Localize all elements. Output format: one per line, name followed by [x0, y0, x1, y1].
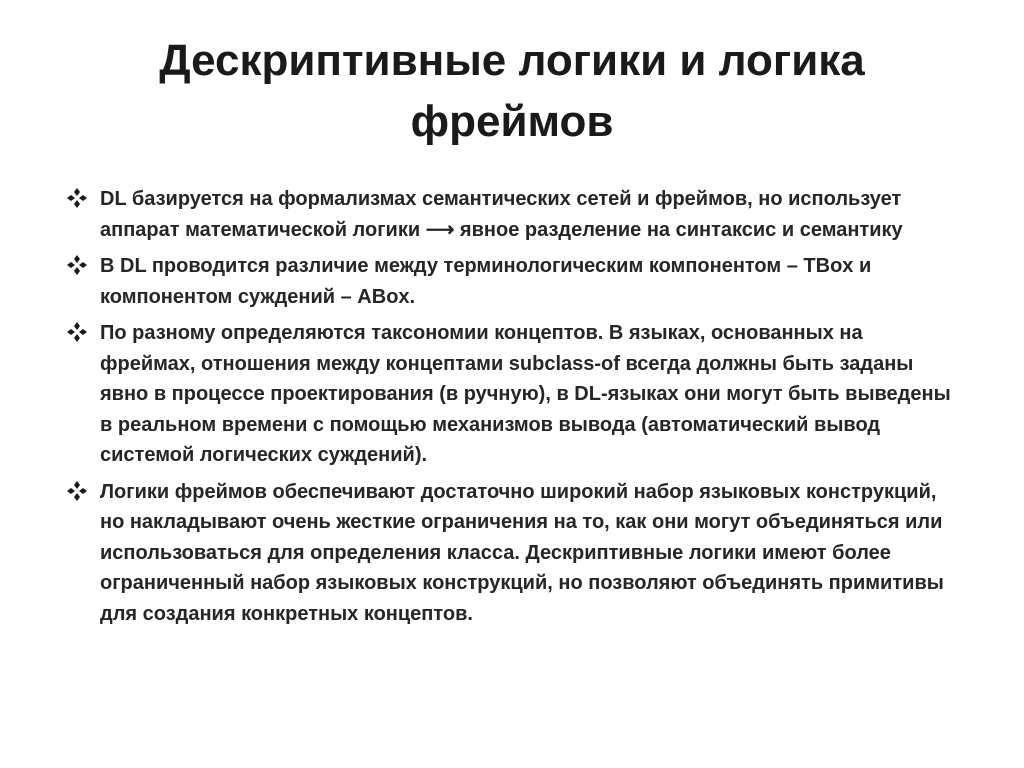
bullet-text: В DL проводится различие между терминологическим компонентом – TBox и компонентом суждений – ABox. — [100, 255, 872, 308]
bullet-item — [60, 477, 960, 630]
slide-title: Дескриптивные логики и логика фреймов — [159, 36, 865, 146]
bullet-item — [60, 251, 960, 312]
bullet-text: Логики фреймов обеспечивают достаточно широкий набор языковых конструкций, но накладывают очень жесткие ограничения на то, как они могут объединяться или использоваться для определения класса. Дескриптивные логики имеют более ограниченный набор языковых конструкций, но позволяют объединять примитивы для создания конкретных концептов. — [100, 480, 944, 625]
bullet-list — [60, 184, 960, 635]
diamond-bullet-icon — [66, 480, 88, 502]
bullet-text: DL базируется на формализмах семантических сетей и фреймов, но использует аппарат математической логики ⟶ явное разделение на синтаксис и семантику — [100, 188, 903, 241]
bullet-text: По разному определяются таксономии концептов. В языках, основанных на фреймах, отношения между концептами subclass-of всегда должны быть заданы явно в процессе проектирования (в ручную), в DL-языках они могут быть выведены в реальном времени с помощью механизмов вывода (автоматический вывод системой логических суждений). — [100, 322, 951, 466]
bullet-item — [60, 318, 960, 471]
diamond-bullet-icon — [66, 254, 88, 276]
diamond-bullet-icon — [66, 187, 88, 209]
bullet-item — [60, 184, 960, 245]
diamond-bullet-icon — [66, 321, 88, 343]
